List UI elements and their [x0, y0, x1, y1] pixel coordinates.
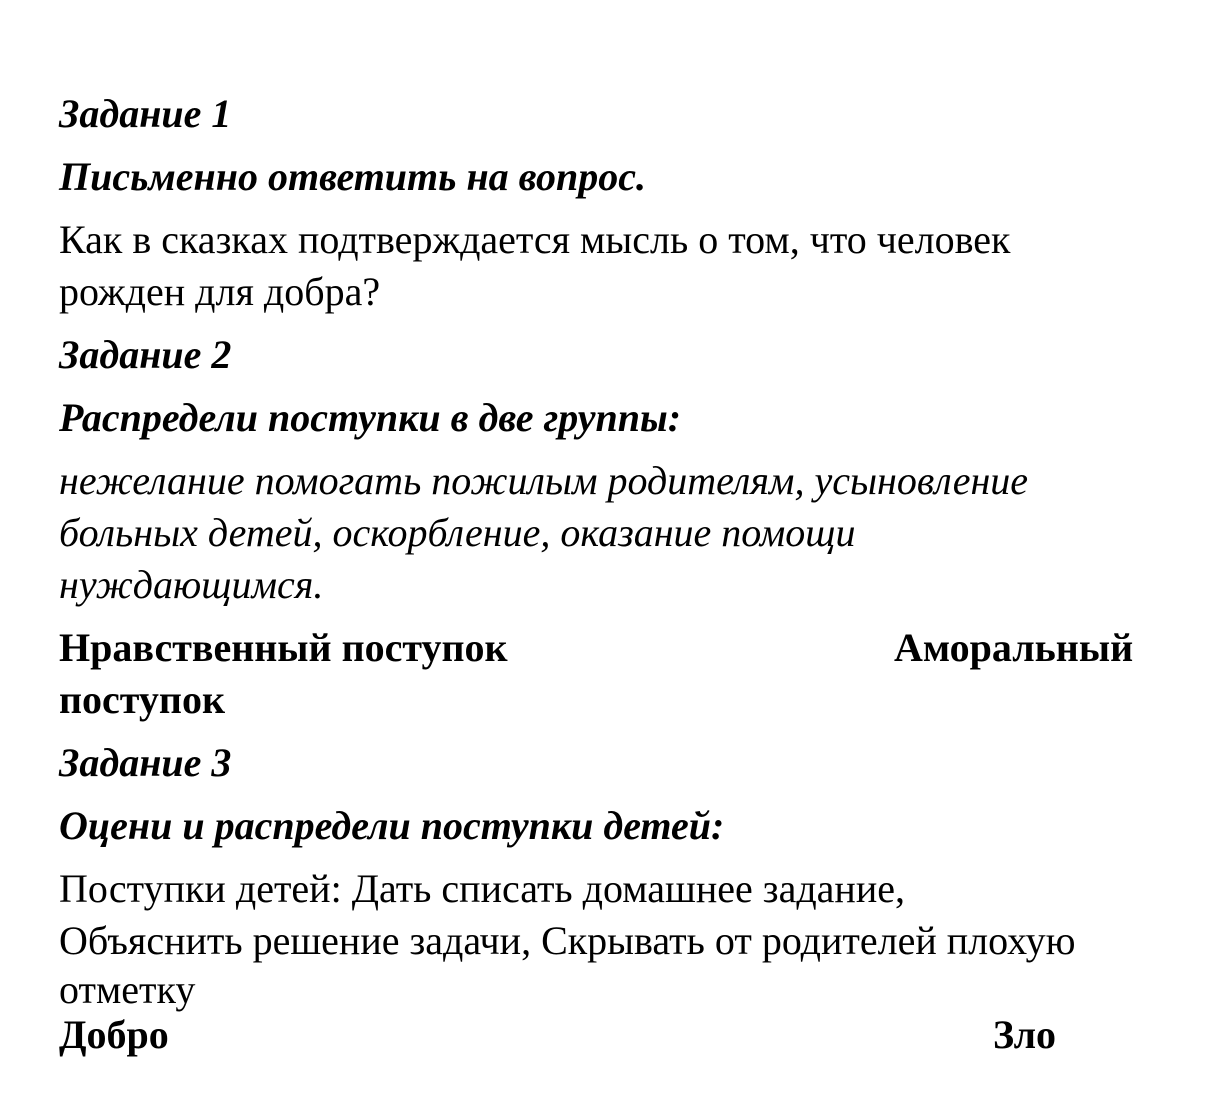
task3-columns-row: [59, 1012, 1171, 1064]
task3-actions-line: Объяснить решение задачи, Скрывать от родителей плохую: [59, 918, 1076, 963]
task2-items: [59, 455, 1171, 611]
task2-items-line: нуждающимся.: [59, 562, 324, 607]
task3-actions: [59, 863, 1171, 1012]
task2-heading: Задание 2: [59, 332, 232, 377]
task1-question: [59, 214, 1171, 318]
column-evil-label: Зло: [993, 1012, 1057, 1057]
task2-columns-row: [59, 622, 1171, 674]
worksheet: [59, 88, 1171, 1064]
task2-items-line: больных детей, оскорбление, оказание помощи: [59, 510, 856, 555]
task1-question-line: рожден для добра?: [59, 269, 381, 314]
column-immoral-label: Аморальный: [894, 625, 1134, 670]
task2-columns: [59, 622, 1171, 726]
task3-heading: Задание 3: [59, 740, 232, 785]
column-good-label: Добро: [59, 1012, 169, 1057]
task3-actions-line: Поступки детей: Дать списать домашнее задание,: [59, 866, 905, 911]
task3-actions-line: отметку: [59, 967, 196, 1012]
column-immoral-label-continued: поступок: [59, 677, 226, 722]
task1-question-line: Как в сказках подтверждается мысль о том, что человек: [59, 217, 1011, 262]
task1-heading: Задание 1: [59, 91, 232, 136]
task2-instruction: Распредели поступки в две группы:: [59, 395, 682, 440]
task1-instruction: Письменно ответить на вопрос.: [59, 154, 646, 199]
task2-items-line: нежелание помогать пожилым родителям, усыновление: [59, 458, 1029, 503]
column-moral-label: Нравственный поступок: [59, 625, 508, 670]
task3-instruction: Оцени и распредели поступки детей:: [59, 803, 725, 848]
